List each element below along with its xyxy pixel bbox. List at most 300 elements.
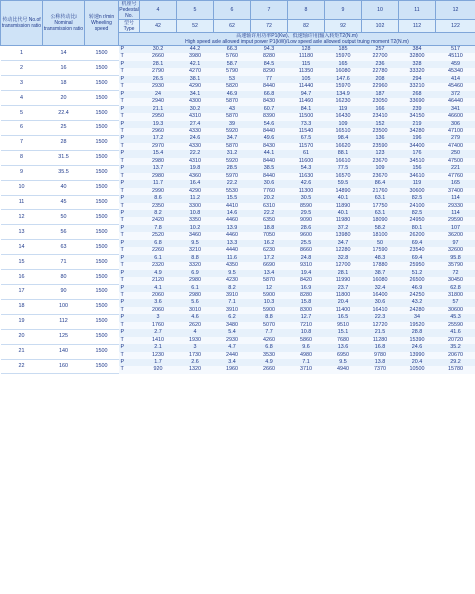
- power-value: 18.8: [251, 225, 288, 232]
- torque-value: 3460: [177, 232, 214, 239]
- power-value: 2.6: [177, 359, 214, 366]
- torque-value: 1730: [177, 352, 214, 359]
- power-torque-note-en: High speed axle allowed imput power P1(kW)/Low speed axle allowed output truing moment T2(N.m): [185, 39, 409, 45]
- torque-value: 2980: [177, 292, 214, 299]
- power-value: 14.6: [214, 210, 251, 217]
- power-value: 80.1: [399, 225, 436, 232]
- torque-value: 36200: [436, 232, 475, 239]
- power-value: 88.1: [325, 150, 362, 157]
- power-value: 4: [177, 329, 214, 336]
- power-value: 24.6: [399, 344, 436, 351]
- torque-value: 23670: [362, 173, 399, 180]
- table-row: [1, 195, 475, 202]
- power-value: 73.3: [288, 121, 325, 128]
- torque-value: 23410: [362, 113, 399, 120]
- torque-value: 13980: [325, 232, 362, 239]
- group-code: 2: [1, 61, 43, 76]
- torque-value: 11800: [325, 292, 362, 299]
- table-row: [1, 329, 475, 336]
- ped-number: 6: [214, 1, 251, 20]
- power-value: 3: [177, 344, 214, 351]
- power-value: 6.8: [251, 344, 288, 351]
- group-speed: 1500: [85, 135, 119, 150]
- torque-label: T: [119, 203, 140, 210]
- power-value: 22.2: [177, 150, 214, 157]
- power-value: 7.1: [214, 299, 251, 306]
- group-speed: 1500: [85, 180, 119, 195]
- torque-value: 25950: [399, 262, 436, 269]
- power-value: 239: [399, 106, 436, 113]
- ped-number: 5: [177, 1, 214, 20]
- power-label: P: [119, 121, 140, 128]
- table-row: [1, 106, 475, 113]
- power-value: 24.6: [177, 135, 214, 142]
- power-value: 19.4: [288, 270, 325, 277]
- torque-value: 8420: [288, 277, 325, 284]
- group-code: 10: [1, 180, 43, 195]
- power-value: 8.8: [251, 314, 288, 321]
- power-value: 31.2: [214, 150, 251, 157]
- torque-value: 1960: [214, 366, 251, 373]
- power-value: 219: [399, 121, 436, 128]
- power-value: 34: [399, 314, 436, 321]
- power-value: 40.1: [325, 210, 362, 217]
- power-value: 22.2: [251, 210, 288, 217]
- power-value: 15.8: [288, 299, 325, 306]
- group-speed: 1500: [85, 344, 119, 359]
- power-value: 2.1: [140, 344, 177, 351]
- power-value: 9.5: [214, 270, 251, 277]
- torque-value: 24950: [399, 217, 436, 224]
- power-value: 53: [214, 76, 251, 83]
- torque-value: 11630: [288, 173, 325, 180]
- torque-value: 12720: [362, 322, 399, 329]
- power-value: 185: [325, 46, 362, 54]
- power-value: 30.6: [362, 299, 399, 306]
- torque-value: 3980: [177, 53, 214, 60]
- power-label: P: [119, 61, 140, 68]
- header-ratio: 公称传动比i Nominal transmission ratio: [43, 1, 85, 46]
- power-value: 165: [325, 61, 362, 68]
- torque-label: T: [119, 307, 140, 314]
- power-value: 12: [251, 285, 288, 292]
- torque-value: 16430: [325, 113, 362, 120]
- torque-value: 7370: [362, 366, 399, 373]
- group-ratio: 80: [43, 270, 85, 285]
- torque-value: 32800: [399, 53, 436, 60]
- torque-label: T: [119, 232, 140, 239]
- group-speed: 1500: [85, 329, 119, 344]
- torque-value: 8590: [288, 203, 325, 210]
- power-value: 41.6: [436, 329, 475, 336]
- torque-value: 6690: [251, 262, 288, 269]
- table-row: [1, 135, 475, 142]
- power-value: 16.2: [251, 240, 288, 247]
- torque-value: 4310: [177, 113, 214, 120]
- header-type: 型号 Type: [119, 20, 140, 33]
- torque-label: T: [119, 352, 140, 359]
- type-number: 42: [140, 20, 177, 33]
- torque-value: 16510: [325, 128, 362, 135]
- torque-label: T: [119, 98, 140, 105]
- power-value: 268: [399, 91, 436, 98]
- torque-value: 2440: [214, 352, 251, 359]
- power-value: 26.5: [140, 76, 177, 83]
- power-label: P: [119, 270, 140, 277]
- torque-value: 3300: [177, 203, 214, 210]
- power-value: 38.5: [251, 165, 288, 172]
- group-speed: 1500: [85, 225, 119, 240]
- power-value: 236: [362, 61, 399, 68]
- torque-value: 16080: [325, 68, 362, 75]
- power-value: 38.7: [362, 270, 399, 277]
- torque-value: 5760: [214, 53, 251, 60]
- power-value: 8.6: [140, 195, 177, 202]
- power-label: P: [119, 150, 140, 157]
- power-value: 42.6: [288, 180, 325, 187]
- torque-value: 45460: [436, 83, 475, 90]
- torque-value: 33320: [399, 68, 436, 75]
- torque-value: 2940: [140, 98, 177, 105]
- power-value: 257: [362, 46, 399, 54]
- torque-value: 1410: [140, 337, 177, 344]
- power-value: 25.5: [288, 240, 325, 247]
- torque-value: 16410: [362, 307, 399, 314]
- group-ratio: 14: [43, 46, 85, 61]
- power-value: 49.6: [251, 135, 288, 142]
- power-value: 63.1: [362, 210, 399, 217]
- group-code: 22: [1, 359, 43, 374]
- torque-value: 8440: [251, 83, 288, 90]
- power-value: 105: [288, 76, 325, 83]
- power-value: 28.5: [214, 165, 251, 172]
- group-ratio: 112: [43, 314, 85, 329]
- power-value: 4.9: [251, 359, 288, 366]
- torque-label: T: [119, 292, 140, 299]
- group-code: 7: [1, 135, 43, 150]
- torque-value: 45110: [436, 53, 475, 60]
- torque-value: 1320: [177, 366, 214, 373]
- group-speed: 1500: [85, 76, 119, 91]
- power-value: 9.5: [325, 359, 362, 366]
- torque-value: 11570: [288, 143, 325, 150]
- torque-value: 9090: [288, 217, 325, 224]
- torque-value: 5870: [251, 277, 288, 284]
- power-value: 5.6: [177, 299, 214, 306]
- power-value: 32.4: [362, 285, 399, 292]
- power-value: 13.8: [362, 359, 399, 366]
- torque-value: 23500: [362, 128, 399, 135]
- power-value: 30.6: [251, 180, 288, 187]
- torque-value: 8280: [251, 53, 288, 60]
- group-ratio: 22.4: [43, 106, 85, 121]
- torque-value: 920: [140, 366, 177, 373]
- torque-value: 4260: [251, 337, 288, 344]
- table-row: [1, 76, 475, 83]
- torque-value: 3320: [177, 262, 214, 269]
- power-value: 11.2: [177, 195, 214, 202]
- power-value: 40.1: [325, 195, 362, 202]
- power-value: 45.3: [436, 314, 475, 321]
- power-label: P: [119, 285, 140, 292]
- torque-value: 2970: [140, 143, 177, 150]
- torque-value: 2260: [140, 247, 177, 254]
- torque-value: 11540: [288, 128, 325, 135]
- power-value: 69.4: [399, 255, 436, 262]
- power-value: 414: [436, 76, 475, 83]
- group-speed: 1500: [85, 91, 119, 106]
- power-value: 66.3: [214, 46, 251, 54]
- torque-value: 4330: [177, 143, 214, 150]
- torque-value: 3210: [177, 247, 214, 254]
- power-value: 46.9: [399, 285, 436, 292]
- group-ratio: 31.5: [43, 150, 85, 165]
- power-value: 13.3: [214, 240, 251, 247]
- power-value: 16.4: [177, 180, 214, 187]
- torque-value: 18100: [362, 232, 399, 239]
- table-row: [1, 255, 475, 262]
- power-value: 279: [436, 135, 475, 142]
- table-row: [1, 225, 475, 232]
- torque-value: 4460: [214, 232, 251, 239]
- torque-value: 30600: [399, 188, 436, 195]
- group-code: 17: [1, 285, 43, 300]
- power-label: P: [119, 344, 140, 351]
- torque-value: 5070: [251, 322, 288, 329]
- torque-value: 34510: [399, 158, 436, 165]
- power-value: 63.1: [362, 195, 399, 202]
- power-value: 72: [436, 270, 475, 277]
- torque-label: T: [119, 188, 140, 195]
- power-value: 6.1: [140, 255, 177, 262]
- torque-value: 11500: [288, 113, 325, 120]
- type-number: 92: [325, 20, 362, 33]
- power-value: 30.2: [140, 46, 177, 54]
- torque-value: 37400: [436, 188, 475, 195]
- torque-value: 21760: [362, 188, 399, 195]
- torque-label: T: [119, 337, 140, 344]
- torque-value: 3480: [214, 322, 251, 329]
- power-value: 57: [436, 299, 475, 306]
- type-number: 72: [251, 20, 288, 33]
- power-label: P: [119, 76, 140, 83]
- group-speed: 1500: [85, 195, 119, 210]
- power-value: 384: [399, 46, 436, 54]
- torque-value: 2950: [140, 113, 177, 120]
- group-code: 21: [1, 344, 43, 359]
- power-value: 7.1: [288, 359, 325, 366]
- torque-label: T: [119, 143, 140, 150]
- power-value: 38.1: [177, 76, 214, 83]
- power-value: 34.7: [325, 240, 362, 247]
- power-value: 48.3: [362, 255, 399, 262]
- power-value: 10.8: [177, 210, 214, 217]
- group-code: 1: [1, 46, 43, 61]
- group-ratio: 71: [43, 255, 85, 270]
- torque-value: 47500: [436, 158, 475, 165]
- power-value: 28.1: [140, 61, 177, 68]
- power-value: 82.5: [399, 195, 436, 202]
- group-speed: 1500: [85, 46, 119, 61]
- group-code: 16: [1, 270, 43, 285]
- power-value: 15.5: [214, 195, 251, 202]
- table-body: [1, 46, 475, 374]
- torque-value: 16230: [325, 98, 362, 105]
- power-value: 19.8: [177, 165, 214, 172]
- group-ratio: 45: [43, 195, 85, 210]
- power-value: 2.7: [140, 329, 177, 336]
- torque-value: 8430: [251, 143, 288, 150]
- torque-value: 1230: [140, 352, 177, 359]
- power-value: 77.5: [325, 165, 362, 172]
- table-row: [1, 359, 475, 366]
- power-value: 61: [288, 150, 325, 157]
- torque-value: 2350: [140, 203, 177, 210]
- group-ratio: 125: [43, 329, 85, 344]
- power-value: 119: [399, 180, 436, 187]
- group-ratio: 50: [43, 210, 85, 225]
- group-speed: 1500: [85, 240, 119, 255]
- group-ratio: 28: [43, 135, 85, 150]
- torque-value: 7760: [251, 188, 288, 195]
- torque-value: 11990: [325, 277, 362, 284]
- power-value: 37.2: [325, 225, 362, 232]
- power-value: 29.5: [288, 210, 325, 217]
- power-value: 30.5: [288, 195, 325, 202]
- power-value: 24: [140, 91, 177, 98]
- torque-value: 11460: [288, 98, 325, 105]
- power-value: 84.1: [288, 106, 325, 113]
- group-code: 5: [1, 106, 43, 121]
- torque-value: 4230: [214, 277, 251, 284]
- power-value: 6.1: [177, 285, 214, 292]
- power-value: 8.2: [140, 210, 177, 217]
- power-value: 123: [362, 150, 399, 157]
- power-value: 128: [288, 46, 325, 54]
- power-value: 147.6: [325, 76, 362, 83]
- power-value: 16.8: [362, 344, 399, 351]
- power-value: 12.7: [288, 314, 325, 321]
- power-value: 28.6: [288, 225, 325, 232]
- torque-value: 34280: [399, 128, 436, 135]
- power-value: 20.2: [251, 195, 288, 202]
- torque-value: 17880: [362, 262, 399, 269]
- torque-value: 12280: [325, 247, 362, 254]
- power-value: 4.9: [140, 270, 177, 277]
- power-value: 3: [140, 314, 177, 321]
- power-value: 59.5: [325, 180, 362, 187]
- power-value: 8.8: [177, 255, 214, 262]
- group-code: 18: [1, 299, 43, 314]
- torque-value: 6950: [325, 352, 362, 359]
- power-value: 66.8: [251, 91, 288, 98]
- torque-value: 12700: [325, 262, 362, 269]
- power-value: 136: [362, 135, 399, 142]
- torque-value: 46600: [436, 113, 475, 120]
- torque-value: 3010: [177, 307, 214, 314]
- group-ratio: 18: [43, 76, 85, 91]
- torque-value: 9310: [288, 262, 325, 269]
- torque-value: 10500: [399, 366, 436, 373]
- torque-value: 23050: [362, 98, 399, 105]
- power-value: 328: [399, 61, 436, 68]
- ped-number: 10: [362, 1, 399, 20]
- torque-value: 2660: [140, 53, 177, 60]
- torque-value: 26500: [399, 277, 436, 284]
- power-value: 517: [436, 46, 475, 54]
- power-value: 19.3: [140, 121, 177, 128]
- type-number: 102: [362, 20, 399, 33]
- group-ratio: 90: [43, 285, 85, 300]
- power-label: P: [119, 106, 140, 113]
- torque-value: 11890: [325, 203, 362, 210]
- torque-value: 2120: [140, 277, 177, 284]
- torque-value: 22780: [362, 68, 399, 75]
- torque-value: 2660: [251, 366, 288, 373]
- power-value: 9.6: [288, 344, 325, 351]
- power-value: 13.7: [140, 165, 177, 172]
- power-torque-note: [119, 33, 475, 46]
- group-ratio: 100: [43, 299, 85, 314]
- power-label: P: [119, 195, 140, 202]
- torque-value: 2980: [140, 158, 177, 165]
- table-row: [1, 150, 475, 157]
- torque-label: T: [119, 68, 140, 75]
- power-value: 77: [251, 76, 288, 83]
- table-row: [1, 91, 475, 98]
- torque-label: T: [119, 366, 140, 373]
- power-value: 459: [436, 61, 475, 68]
- torque-label: T: [119, 322, 140, 329]
- torque-value: 4330: [177, 128, 214, 135]
- torque-value: 11980: [325, 217, 362, 224]
- power-value: 9.5: [177, 240, 214, 247]
- power-value: 51.2: [399, 270, 436, 277]
- power-value: 109: [325, 121, 362, 128]
- torque-value: 24280: [399, 307, 436, 314]
- group-code: 3: [1, 76, 43, 91]
- power-torque-note-cn: 高速轴许用功率P1(Kw)、低速轴许用(输入转矩T2(N.m): [236, 33, 358, 39]
- torque-value: 11280: [362, 337, 399, 344]
- torque-value: 34400: [399, 143, 436, 150]
- power-label: P: [119, 329, 140, 336]
- group-ratio: 63: [43, 240, 85, 255]
- torque-value: 8430: [251, 98, 288, 105]
- power-value: 21.5: [362, 329, 399, 336]
- power-value: 58.2: [362, 225, 399, 232]
- power-value: 30.2: [177, 106, 214, 113]
- torque-value: 46440: [436, 98, 475, 105]
- torque-value: 11350: [288, 68, 325, 75]
- torque-label: T: [119, 128, 140, 135]
- table-row: [1, 165, 475, 172]
- power-label: P: [119, 135, 140, 142]
- power-value: 22.3: [362, 314, 399, 321]
- group-code: 11: [1, 195, 43, 210]
- power-value: 84.5: [251, 61, 288, 68]
- group-speed: 1500: [85, 165, 119, 180]
- torque-value: 17750: [362, 203, 399, 210]
- torque-value: 7680: [325, 337, 362, 344]
- table-row: [1, 46, 475, 54]
- torque-value: 34150: [399, 113, 436, 120]
- power-value: 39: [214, 121, 251, 128]
- power-value: 60.7: [251, 106, 288, 113]
- ped-number: 9: [325, 1, 362, 20]
- power-value: 20.4: [325, 299, 362, 306]
- torque-value: 23670: [362, 158, 399, 165]
- power-value: 17.2: [251, 255, 288, 262]
